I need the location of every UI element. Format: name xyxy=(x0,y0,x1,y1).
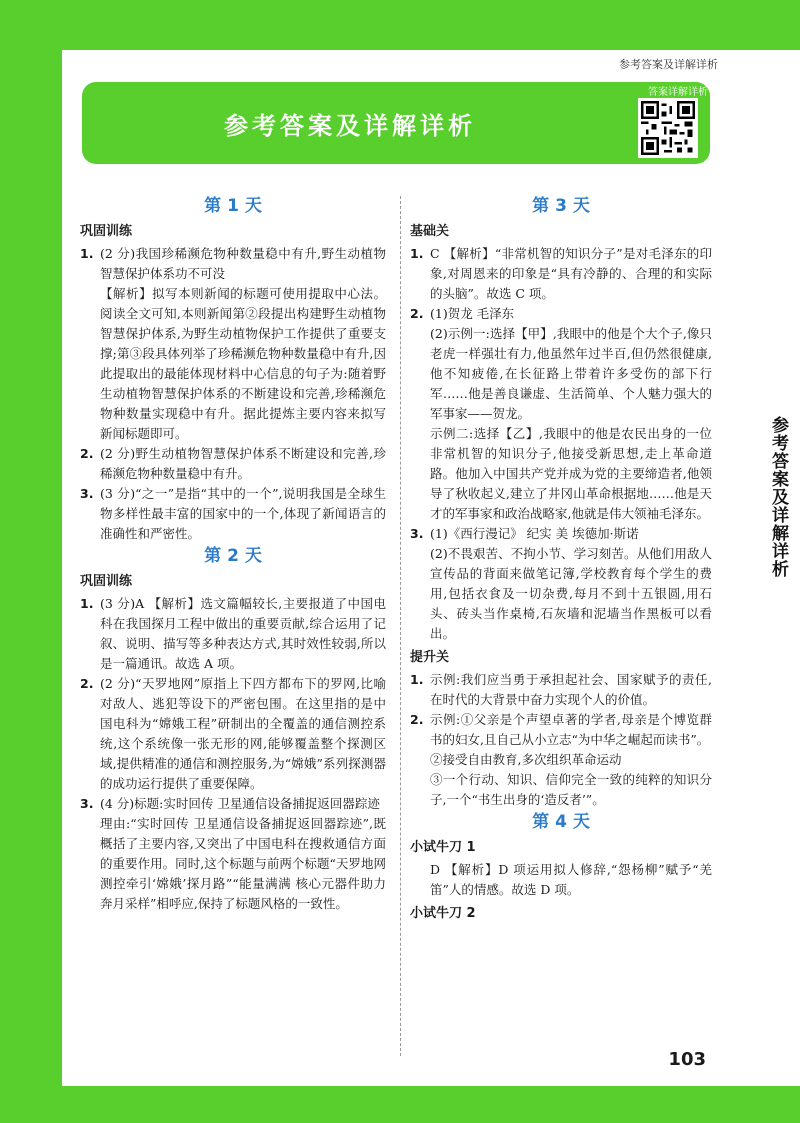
answer-analysis: 【解析】拟写本则新闻的标题可使用提取中心法。阅读全文可知,本则新闻第②段提出构建野生动植物智慧保护体系,为野生动植物保护工作提供了重要支撑;第③段具体列举了珍稀濒危物种数量稳中有升,因此提取出的最能体现材料中心信息的句子为:随着野生动植物智慧保护体系的不断建设和完善,珍稀濒危物种数量实现稳中有升。据此提炼主要内容来拟写新闻标题即可。 xyxy=(100,286,386,441)
answer-example: (2)示例一:选择【甲】,我眼中的他是个大个子,像只老虎一样强壮有力,他虽然年过半百,但仍然很健康,他不知疲倦,在长征路上带着许多受伤的部下行军……他是善良谦虚、生活简单、个人魅力强大的军事家——贺龙。 xyxy=(430,326,712,421)
answer-sub: (2)不畏艰苦、不拘小节、学习刻苦。从他们用敌人宣传品的背面来做笔记簿,学校教育每个学生的费用,包括衣食及一切杂费,每月不到十五银圆,用石头、砖头当作桌椅,石灰墙和泥墙当作黑板可以看出。 xyxy=(430,546,712,641)
day-4-title: 第 4 天 xyxy=(532,812,590,832)
answer-item: 3. (1)《西行漫记》 纪实 美 埃德加·斯诺 xyxy=(410,526,639,541)
section-heading: 巩固训练 xyxy=(80,574,133,589)
side-tab-label: 参考答案及详解详析 xyxy=(768,416,788,578)
running-head: 参考答案及详解详析 xyxy=(619,58,718,71)
answer-item: 2. 示例:①父亲是个声望卓著的学者,母亲是个博览群书的妇女,且自己从小立志“为中华之崛起而读书”。 xyxy=(410,712,712,747)
answer-item: 2. (2 分)“天罗地网”原指上下四方都布下的罗网,比喻对敌人、逃犯等设下的严密包围。在这里指的是中国电科为“嫦娥工程”研制出的全覆盖的通信测控系统,这个系统像一张无形的网,能够覆盖整个探测区域,提供精准的通信和测控服务,为“嫦娥”系列探测器的成功运行提供了重要保障。 xyxy=(80,676,386,791)
answer-analysis: D 【解析】D 项运用拟人修辞,“怨杨柳”赋予“羌笛”人的情感。故选 D 项。 xyxy=(430,862,712,897)
qr-code-icon[interactable] xyxy=(638,98,698,158)
answer-sub: ②接受自由教育,多次组织革命运动 xyxy=(430,752,622,767)
page xyxy=(62,50,800,1086)
title-banner xyxy=(82,82,710,164)
right-column xyxy=(410,194,712,926)
answer-item: 1. (3 分)A 【解析】选文篇幅较长,主要报道了中国电科在我国探月工程中做出的重要贡献,综合运用了记叙、说明、描写等多种表达方式,其时效性较弱,所以是一篇通讯。故选 A 项。 xyxy=(80,596,386,671)
answer-item: 2. (2 分)野生动植物智慧保护体系不断建设和完善,珍稀濒危物种数量稳中有升。 xyxy=(80,446,386,481)
answer-sub: ③一个行动、知识、信仰完全一致的纯粹的知识分子,一个“书生出身的‘造反者’”。 xyxy=(430,772,712,807)
day-2-title: 第 2 天 xyxy=(204,546,262,566)
side-tab[interactable] xyxy=(756,408,800,610)
answer-item: 1. C 【解析】“非常机智的知识分子”是对毛泽东的印象,对周恩来的印象是“具有冷静的、合理的和实际的头脑”。故选 C 项。 xyxy=(410,246,712,301)
section-heading: 小试牛刀 2 xyxy=(410,906,476,921)
answer-item: 3. (3 分)“之一”是指“其中的一个”,说明我国是全球生物多样性最丰富的国家中的一个,体现了新闻语言的准确性和严密性。 xyxy=(80,486,386,541)
answer-item: 1. 示例:我们应当勇于承担起社会、国家赋予的责任,在时代的大背景中奋力实现个人的价值。 xyxy=(410,672,712,707)
answer-example: 示例二:选择【乙】,我眼中的他是农民出身的一位非常机智的知识分子,他接受新思想,走上革命道路。他加入中国共产党并成为党的主要缔造者,他领导了秋收起义,建立了井冈山革命根据地……他是天才的军事家和政治战略家,他就是伟大领袖毛泽东。 xyxy=(430,426,712,521)
banner-title: 参考答案及详解详析 xyxy=(224,112,476,140)
section-heading: 小试牛刀 1 xyxy=(410,840,476,855)
section-heading: 基础关 xyxy=(410,224,450,239)
answer-item: 2. (1)贺龙 毛泽东 xyxy=(410,306,515,321)
answer-reason: 理由:“实时回传 卫星通信设备捕捉返回器踪迹”,既概括了主要内容,又突出了中国电科在搜救通信方面的重要作用。同时,这个标题与前两个标题“天罗地网 测控牵引‘嫦娥’探月路”“能量满满 核心元器件助力奔月采样”相呼应,保持了标题风格的一致性。 xyxy=(100,816,386,911)
section-heading: 提升关 xyxy=(410,650,450,665)
column-divider xyxy=(400,196,401,1056)
left-column xyxy=(80,194,386,914)
qr-caption: 答案详解详析 xyxy=(648,87,708,98)
answer-item: 1. (2 分)我国珍稀濒危物种数量稳中有升,野生动植物智慧保护体系功不可没 xyxy=(80,246,386,281)
answer-item: 3. (4 分)标题:实时回传 卫星通信设备捕捉返回器踪迹 xyxy=(80,796,380,811)
day-1-title: 第 1 天 xyxy=(204,196,262,216)
section-heading: 巩固训练 xyxy=(80,224,133,239)
day-3-title: 第 3 天 xyxy=(532,196,590,216)
page-number: 103 xyxy=(668,1049,706,1070)
